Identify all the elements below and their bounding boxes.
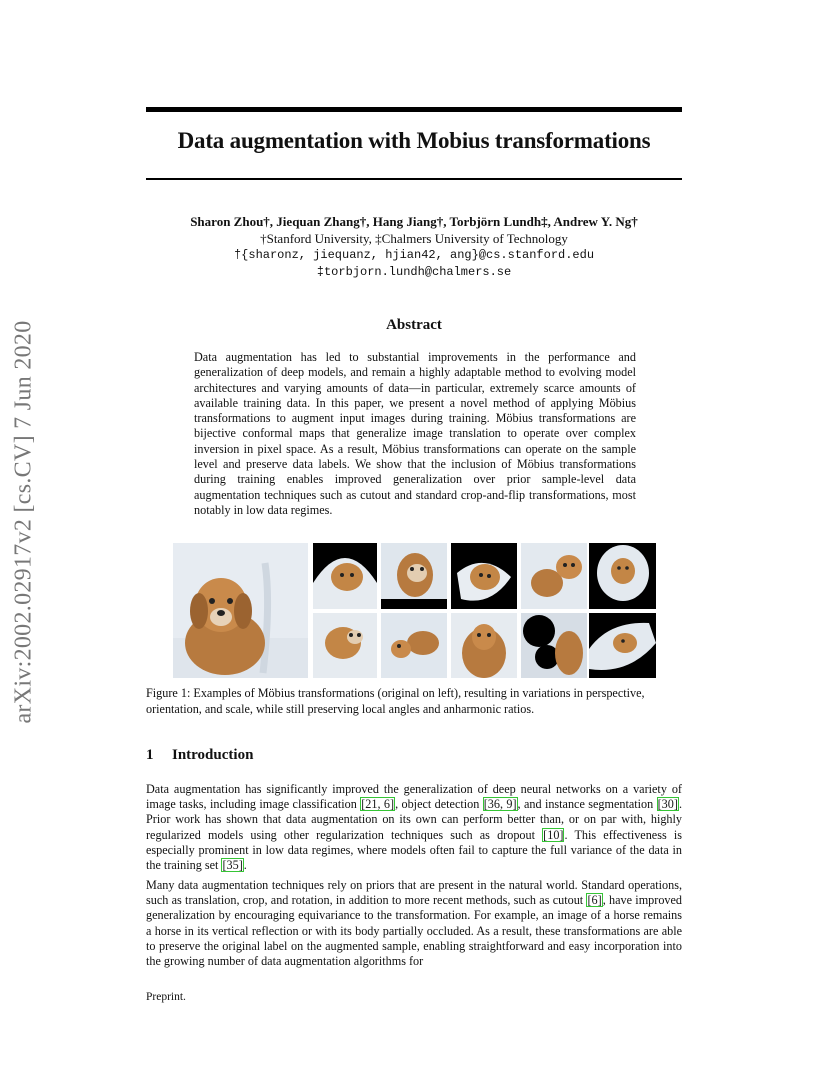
section-title: Introduction: [172, 747, 254, 763]
mobius-sample-6: [313, 613, 377, 678]
text-run: . This effectiveness is especially prominent in low data regimes, where models often fail to capture the full variance of the data in the training set: [146, 827, 682, 873]
abstract-heading: Abstract: [386, 317, 442, 333]
author-names: Sharon Zhou†, Jiequan Zhang†, Hang Jiang†, Torbjörn Lundh‡, Andrew Y. Ng†: [190, 214, 638, 229]
citation-link[interactable]: [21, 6]: [361, 797, 395, 812]
mobius-sample-4: [521, 543, 587, 609]
author-block: [146, 213, 682, 281]
text-run: , object detection: [395, 797, 483, 812]
citation-link[interactable]: [35]: [222, 858, 243, 873]
title-rule-bottom: [146, 178, 682, 180]
title-rule-top: [146, 107, 682, 112]
text-run: .: [243, 858, 247, 873]
paper-title: Data augmentation with Mobius transformations: [177, 128, 651, 153]
intro-paragraph-1: [146, 782, 682, 873]
figure-caption: Figure 1: Examples of Möbius transformations (original on left), resulting in variations in perspective, orientation, and scale, while still preserving local angles and anharmonic ratios.: [146, 686, 645, 716]
text-run: Data augmentation has significantly improved the generalization of deep neural networks on a variety of image tasks, including image classification: [146, 782, 682, 812]
intro-paragraph-2: [146, 878, 682, 969]
citation-link[interactable]: [36, 9]: [483, 797, 517, 812]
author-email-stanford: †{sharonz, jiequanz, hjian42, ang}@cs.stanford.edu: [233, 248, 595, 262]
text-run: , and instance segmentation: [517, 797, 657, 812]
mobius-sample-8: [451, 613, 517, 678]
section-heading: [146, 747, 682, 764]
footer-preprint: Preprint.: [146, 991, 186, 1003]
mobius-sample-2: [381, 543, 447, 609]
mobius-sample-7: [381, 613, 447, 678]
text-run: . Prior work has shown that data augmentation on its own can perform better than, or on par with, highly regularized models using other regularization techniques such as dropout: [146, 797, 682, 842]
original-dog-image: [173, 543, 308, 678]
abstract-text: Data augmentation has led to substantial improvements in the performance and generalization of deep models, and remain a highly adaptable method to evolving model architectures and varying amounts of data—in particular, extremely scarce amounts of available training data. In this paper, we present a novel method of applying Möbius transformations to augment input images during training. Möbius transformations are bijective conformal maps that generalize image translation to operate over complex inversion in pixel space. As a result, Möbius transformations can operate on the sample level and preserve data labels. We show that the inclusion of Möbius transformations during training enables improved generalization over prior sample-level data augmentation techniques such as cutout and standard crop-and-flip transformations, most notably in low data regimes.: [194, 350, 636, 517]
citation-link[interactable]: [30]: [657, 797, 678, 812]
mobius-sample-9: [521, 613, 587, 678]
section-number: 1: [146, 747, 154, 763]
text-run: , have improved generalization by encouraging equivariance to the transformation. For example, an image of a horse remains a horse in its vertical reflection or with its body partially occluded. As a result, these transformations are able to preserve the original label on the augmented sample, enabling straightforward and easy incorporation into the growing number of data augmentation algorithms for: [146, 893, 683, 969]
mobius-sample-10: [589, 613, 656, 678]
text-run: Many data augmentation techniques rely on priors that are present in the natural world. Standard operations, such as translation, crop, and rotation, in addition to more recent methods, such as cutout: [146, 878, 682, 908]
figure-1: [173, 543, 656, 678]
mobius-sample-3: [451, 543, 517, 609]
mobius-sample-5: [589, 543, 656, 609]
author-email-chalmers: ‡torbjorn.lundh@chalmers.se: [316, 265, 512, 279]
arxiv-identifier: arXiv:2002.02917v2 [cs.CV] 7 Jun 2020: [10, 320, 37, 724]
citation-link[interactable]: [10]: [543, 827, 564, 842]
mobius-sample-1: [313, 543, 377, 609]
author-affiliations: †Stanford University, ‡Chalmers University of Technology: [260, 231, 568, 246]
citation-link[interactable]: [6]: [587, 893, 602, 908]
